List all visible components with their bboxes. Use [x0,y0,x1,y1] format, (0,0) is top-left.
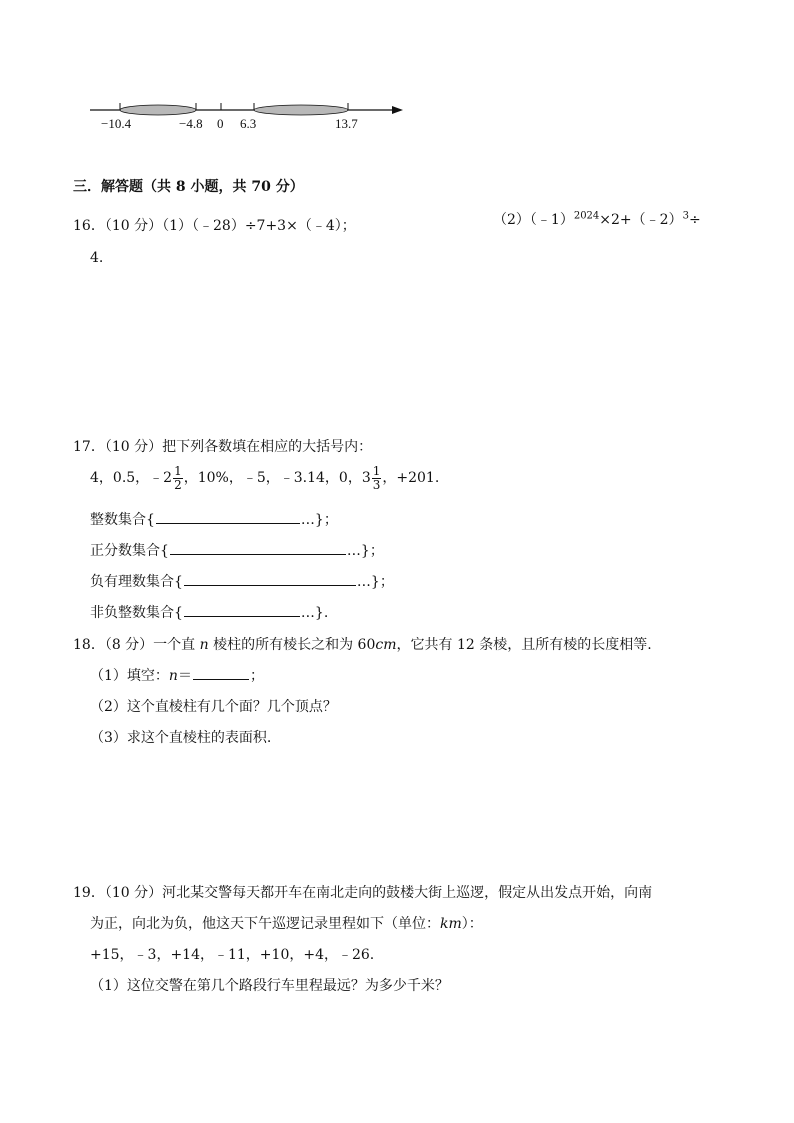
shaded-interval-right [254,105,348,115]
q18-part3: （3）求这个直棱柱的表面积. [90,730,272,746]
q18-part1: （1）填空：n＝ ； [90,665,264,685]
q16-part2-base: （2）（﹣1） [493,212,574,228]
q19-part1: （1）这位交警在第几个路段行车里程最远？为多少千米？ [90,978,449,994]
q16-part2 [493,209,701,229]
q17-numbers [90,464,439,492]
label-6-3: 6.3 [240,116,257,131]
blank-negative-rationals[interactable] [184,571,356,586]
q16-part2-exponent: 2024 [573,210,600,222]
fraction-one-half: $\frac{1}{2}$ [174,463,182,492]
set-positive-fractions: 正分数集合{ …}； [90,540,384,560]
set-nonnegative-integers: 非负整数集合{ …}. [90,602,328,622]
label-zero: 0 [217,116,224,131]
q18-header: 18．（8 分）一个直 n 棱柱的所有棱长之和为 60cm，它共有 12 条棱，且所有棱的长度相等. [73,637,652,653]
q18-number: 18．（8 分） [73,637,154,653]
shaded-interval-left [120,105,196,115]
q17-text: 把下列各数填在相应的大括号内： [162,439,373,455]
label-13-7: 13.7 [335,116,358,131]
label-neg-10-4: −10.4 [101,116,132,131]
q17-numbers-part2: ，10%，﹣5，﹣3.14，0，3 [183,470,371,486]
q19-header: 19．（10 分）河北某交警每天都开车在南北走向的鼓楼大街上巡逻，假定从出发点开始，向南 [73,885,653,901]
q18-part2: （2）这个直棱柱有几个面？几个顶点？ [90,699,337,715]
q17-header [73,436,372,456]
blank-nonnegative-integers[interactable] [184,602,300,617]
number-line-arrow [392,106,403,114]
set-negative-rationals: 负有理数集合{ …}； [90,571,394,591]
q19-line2: 为正，向北为负，他这天下午巡逻记录里程如下（单位：km）： [90,916,483,932]
fraction-one-third: $\frac{1}{3}$ [372,463,381,492]
q17-number: 17．（10 分） [73,439,163,455]
blank-integers[interactable] [156,509,300,524]
q17-numbers-part3: ，+201. [382,470,440,486]
blank-positive-fractions[interactable] [170,540,346,555]
q16-part2-exponent2: 3 [682,210,689,222]
q17-numbers-part1: 4，0.5，﹣2 [90,470,173,486]
q19-number: 19．（10 分） [73,885,163,901]
q16-part2-continued: 4. [90,250,104,266]
q16-part2-mid: ×2+（﹣2） [599,212,683,228]
blank-n-value[interactable] [193,665,249,680]
section-heading: 三．解答题（共 8 小题，共 70 分） [73,179,304,195]
q19-data: +15，﹣3，+14，﹣11，+10，+4，﹣26. [90,947,375,963]
q16-part1: （1）（﹣28）÷7+3×（﹣4）； [162,218,356,234]
label-neg-4-8: −4.8 [179,116,203,131]
q16-header [73,215,356,235]
set-integers: 整数集合{ …}； [90,509,338,529]
q16-part2-divide: ÷ [688,212,701,228]
q16-number: 16．（10 分） [73,218,163,234]
number-line-figure [88,96,418,140]
